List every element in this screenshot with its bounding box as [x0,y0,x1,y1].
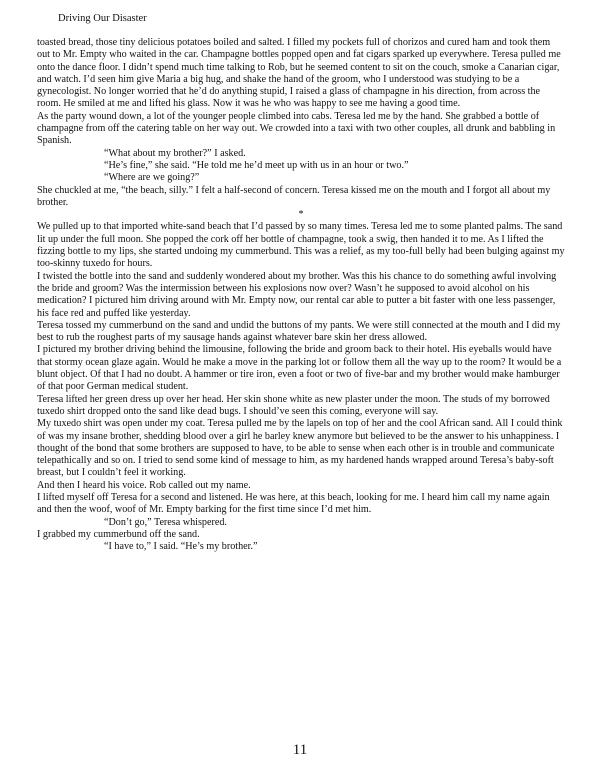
dialogue-line: “Don’t go,” Teresa whispered. [104,516,227,528]
dialogue-line: “Where are we going?” [104,172,200,184]
paragraph: I pictured my brother driving behind the limousine, following the bride and groom back to their hotel. His eyeballs would have that stormy ocean glaze again. Would he make a move in the parking lot or follow them all the way up to the room? It would be a blunt object. Of that I had no doubt. A hammer or tire iron, even a foot or two of five-bar and my brother would make hamburger of that poor German medical student. [37,344,562,393]
dialogue-line: “He’s fine,” she said. “He told me he’d meet up with us in an hour or two.” [104,159,409,171]
paragraph: Teresa tossed my cummerbund on the sand and undid the buttons of my pants. We were still connected at the mouth and I did my best to rub the roughest parts of my sausage hands against whatever bare skin her dress allowed. [37,319,561,344]
paragraph: toasted bread, those tiny delicious potatoes boiled and salted. I filled my pockets full of chorizos and cured ham and took them out to Mr. Empty who waited in the car. Champagne bottles popped open and fat cigars sparked up everywhere. Teresa pulled me onto the dance floor. I didn’t spend much time talking to Rob, but he seemed content to sit on the couch, smoke a Canarian cigar, and watch. I’d seen him give Maria a big hug, and shake the hand of the groom, who I understood was studying to be a gynecologist. No longer worried that he’d do anything stupid, I raised a glass of champagne in his direction, from across the room. He smiled at me and lifted his glass. Now it was he who was happy to see me having a good time. [37,37,561,110]
page-number: 11 [292,742,308,758]
body-text [37,37,565,553]
paragraph: I twisted the bottle into the sand and suddenly wondered about my brother. Was this his chance to do something awful involving the bride and groom? Was the intermission between his explosions now over? Wasn’t he supposed to avoid alcohol on his medication? I pictured him driving around with Mr. Empty now, our rental car able to putter a bit faster with one less passenger, his face red and puffed like yesterday. [37,270,557,319]
paragraph: I grabbed my cummerbund off the sand. [37,528,200,540]
dialogue-line: “What about my brother?” I asked. [104,147,246,159]
paragraph: My tuxedo shirt was open under my coat. Teresa pulled me by the lapels on top of her and the cool African sand. All I could think of was my insane brother, shedding blood over a girl he barley knew anymore but believed to be the answer to his unhappiness. I thought of the bond that some brothers are supposed to have, to be able to sense when each other is in trouble and communicate telepathically and so on. I tried to send some kind of message to him, as my hardened hands wrapped around Teresa’s baby-soft breast, but I couldn’t feel it working. [37,418,563,479]
paragraph: We pulled up to that imported white-sand beach that I’d passed by so many times. Teresa led me to some planted palms. The sand lit up under the full moon. She popped the cork off her bottle of champagne, took a swig, then handed it to me. As I lifted the fizzing bottle to my lips, she started undoing my cummerbund. This was a relief, as my too-full belly had been bulging against my too-skinny tuxedo for hours. [37,221,565,270]
paragraph: She chuckled at me, “the beach, silly.” I felt a half-second of concern. Teresa kissed me on the mouth and I forgot all about my brother. [37,184,551,208]
running-header-title: Driving Our Disaster [58,13,147,24]
section-break: * [298,209,304,221]
paragraph: As the party wound down, a lot of the younger people climbed into cabs. Teresa led me by the hand. She grabbed a bottle of champagne from off the catering table on her way out. We crowded into a taxi with two other couples, all drunk and babbling in Spanish. [37,110,556,147]
dialogue-line: “I have to,” I said. “He’s my brother.” [104,541,258,553]
paragraph: I lifted myself off Teresa for a second and listened. He was here, at this beach, looking for me. I heard him call my name again and then the woof, woof of Mr. Empty barking for the first time since I’d met him. [37,491,550,516]
paragraph: And then I heard his voice. Rob called out my name. [37,479,251,491]
paragraph: Teresa lifted her green dress up over her head. Her skin shone white as new plaster under the moon. The studs of my borrowed tuxedo shirt dropped onto the sand like dead bugs. I should’ve seen this coming, everyone will say. [37,393,550,417]
